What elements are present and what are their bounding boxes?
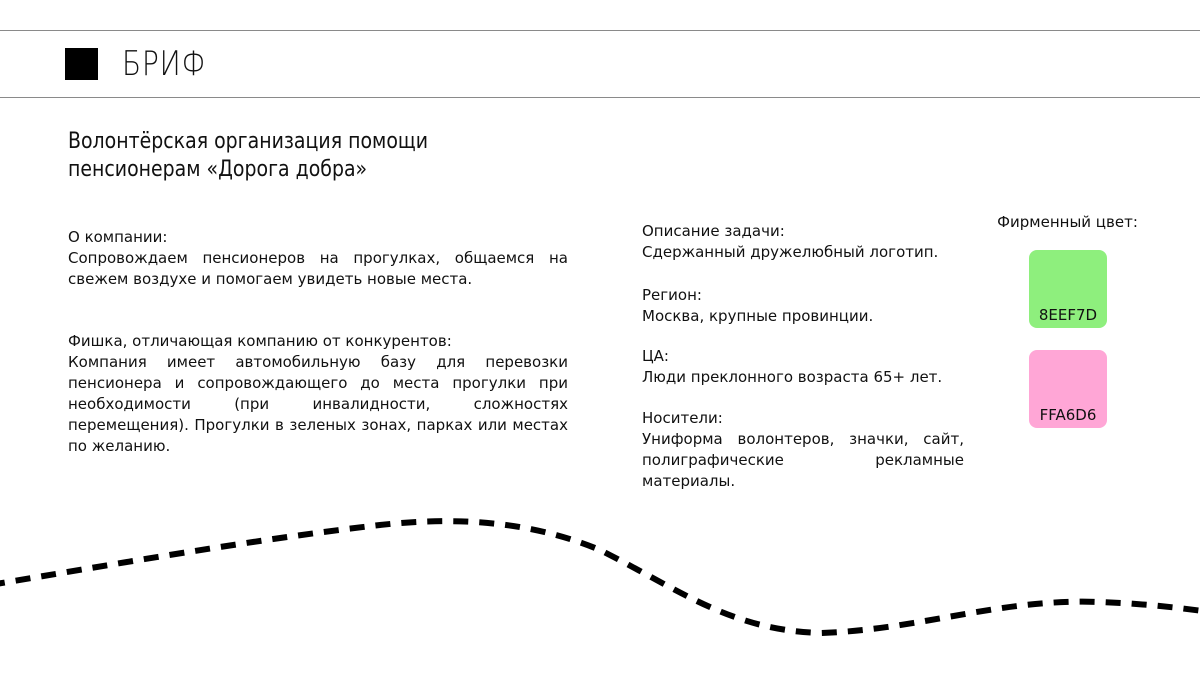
region-section xyxy=(642,285,964,327)
region-label: Регион: xyxy=(642,286,702,304)
region-text: Москва, крупные провинции. xyxy=(642,307,874,325)
decorative-dashed-wave xyxy=(0,480,1200,675)
about-company-label: О компании: xyxy=(68,228,168,246)
dashed-wave-path xyxy=(0,521,1200,633)
target-audience-section xyxy=(642,346,964,388)
brand-color-label: Фирменный цвет: xyxy=(997,213,1138,231)
brand-color-swatch-pink xyxy=(1029,350,1107,428)
target-audience-label: ЦА: xyxy=(642,347,669,365)
top-divider xyxy=(0,30,1200,31)
unique-feature-text: Компания имеет автомобильную базу для перевозки пенсионера и сопровождающего до места прогулки при необходимости (при инвалидности, сложностях перемещения). Прогулки в зеленых зонах, парках или местах по желанию. xyxy=(68,353,568,455)
brand-color-code-green: 8EEF7D xyxy=(1038,306,1098,324)
unique-feature-section xyxy=(68,331,568,457)
task-label: Описание задачи: xyxy=(642,222,785,240)
organization-title xyxy=(68,128,515,184)
media-text: Униформа волонтеров, значки, сайт, полиграфические рекламные материалы. xyxy=(642,430,964,490)
brand-color-code-pink: FFA6D6 xyxy=(1039,406,1097,424)
header-square-marker xyxy=(65,48,98,80)
page-title: БРИФ xyxy=(122,44,207,84)
brand-color-swatch-green xyxy=(1029,250,1107,328)
unique-feature-label: Фишка, отличающая компанию от конкурентов: xyxy=(68,332,452,350)
media-label: Носители: xyxy=(642,409,723,427)
about-company-text: Сопровождаем пенсионеров на прогулках, общаемся на свежем воздухе и помогаем увидеть новые места. xyxy=(68,249,568,288)
target-audience-text: Люди преклонного возраста 65+ лет. xyxy=(642,368,943,386)
organization-title-line-1: Волонтёрская организация помощи xyxy=(68,129,429,154)
about-company-section xyxy=(68,227,568,290)
task-section xyxy=(642,221,964,263)
task-text: Сдержанный дружелюбный логотип. xyxy=(642,243,939,261)
header-bottom-divider xyxy=(0,97,1200,98)
organization-title-line-2: пенсионерам «Дорога добра» xyxy=(68,157,368,182)
